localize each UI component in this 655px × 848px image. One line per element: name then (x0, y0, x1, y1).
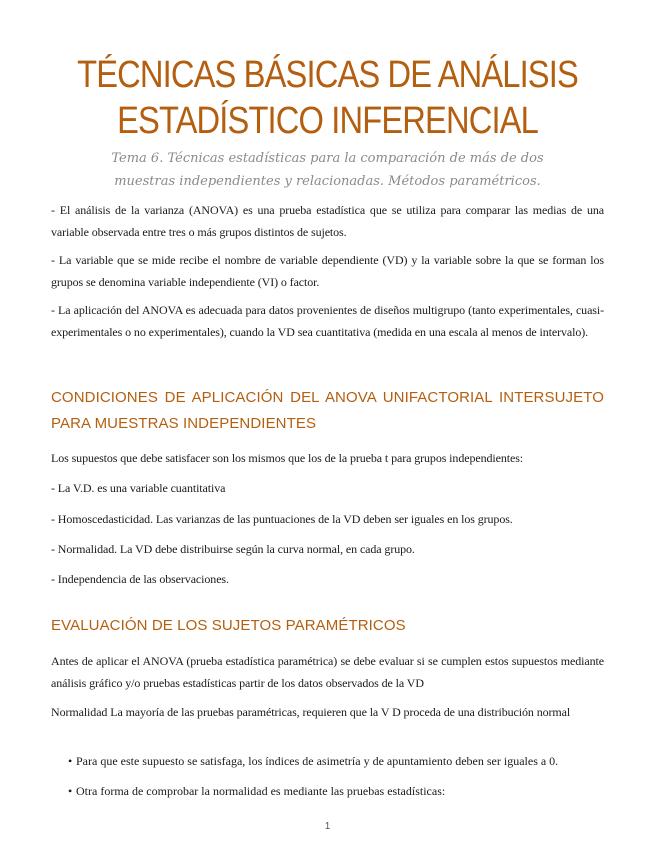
list-item-text: Otra forma de comprobar la normalidad es mediante las pruebas estadísticas: (76, 784, 446, 798)
intro-paragraph-1: - El análisis de la varianza (ANOVA) es una prueba estadística que se utiliza para comparar las medias de una variable observada entre tres o más grupos distintos de sujetos. (51, 203, 604, 239)
page-number: 1 (324, 821, 331, 832)
condition-item: - La V.D. es una variable cuantitativa (51, 481, 226, 495)
intro-paragraph-2: - La variable que se mide recibe el nombre de variable dependiente (VD) y la variable sobre la que se forman los grupos se denomina variable independiente (VI) o factor. (51, 253, 604, 289)
conditions-lead: Los supuestos que debe satisfacer son los mismos que los de la prueba t para grupos independientes: (51, 451, 523, 465)
evaluation-paragraph-2: Normalidad La mayoría de las pruebas paramétricas, requieren que la V D proceda de una distribución normal (51, 705, 571, 719)
intro-paragraph-3: - La aplicación del ANOVA es adecuada para datos provenientes de diseños multigrupo (tanto experimentales, cuasi-experimentales o no experimentales), cuando la VD sea cuantitativa (medida en una escala al menos de intervalo). (51, 303, 604, 339)
bullet: • (68, 784, 73, 798)
list-item-text: Para que este supuesto se satisfaga, los índices de asimetría y de apuntamiento deben ser iguales a 0. (76, 754, 559, 768)
title-line-2: ESTADÍSTICO INFERENCIAL (117, 100, 538, 142)
list-item (68, 750, 604, 772)
subtitle: Tema 6. Técnicas estadísticas para la comparación de más de dos muestras independientes y relacionadas. Métodos paramétricos. (111, 151, 544, 189)
condition-item: - Normalidad. La VD debe distribuirse según la curva normal, en cada grupo. (51, 542, 415, 556)
bullet: • (68, 754, 73, 768)
condition-item: - Homoscedasticidad. Las varianzas de las puntuaciones de la VD deben ser iguales en los grupos. (51, 512, 513, 526)
section-heading-evaluation: EVALUACIÓN DE LOS SUJETOS PARAMÉTRICOS (51, 617, 406, 634)
section-heading-conditions: CONDICIONES DE APLICACIÓN DEL ANOVA UNIFACTORIAL INTERSUJETO PARA MUESTRAS INDEPENDIENTES (51, 389, 604, 432)
condition-item: - Independencia de las observaciones. (51, 572, 229, 586)
evaluation-paragraph-1: Antes de aplicar el ANOVA (prueba estadística paramétrica) se debe evaluar si se cumplen estos supuestos mediante análisis gráfico y/o pruebas estadísticas partir de los datos observados de la VD (51, 654, 604, 690)
list-item (68, 780, 604, 802)
title-line-1: TÉCNICAS BÁSICAS DE ANÁLISIS (77, 54, 578, 96)
